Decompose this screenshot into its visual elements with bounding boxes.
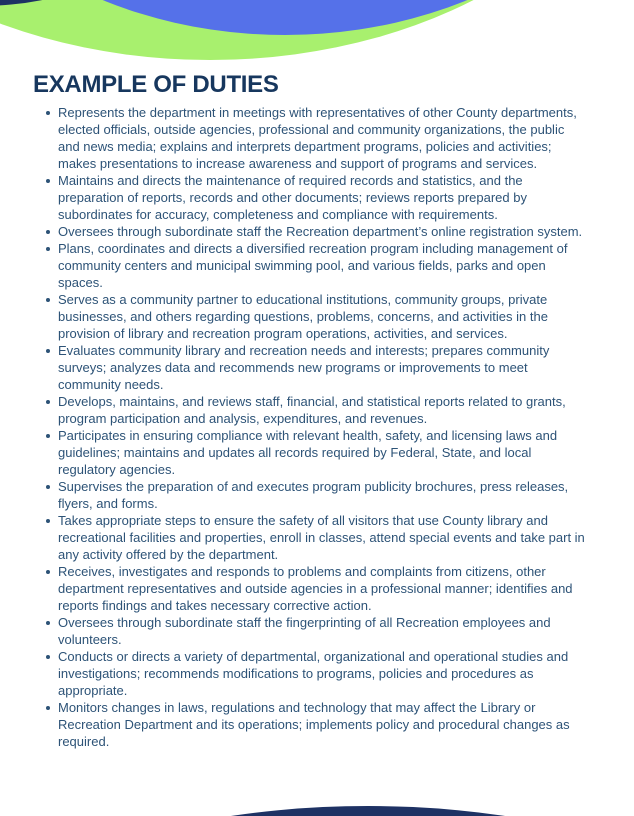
- page-title: EXAMPLE OF DUTIES: [33, 71, 279, 98]
- bottom-arc-shape: [0, 806, 634, 816]
- list-item: Represents the department in meetings with representatives of other County departments, elected officials, outside agencies, professional and community organizations, the public and news media; explains and interprets department programs, policies and activities; makes presentations to increase awareness and support of programs and services.: [33, 104, 585, 172]
- list-item: Supervises the preparation of and executes program publicity brochures, press releases, flyers, and forms.: [33, 478, 585, 512]
- list-item: Serves as a community partner to educational institutions, community groups, private businesses, and others regarding questions, problems, concerns, and activities in the provision of library and recreation program operations, activities, and services.: [33, 291, 585, 342]
- duties-list: [33, 104, 585, 750]
- bottom-decoration: [0, 800, 634, 816]
- list-item: Evaluates community library and recreation needs and interests; prepares community surveys; analyzes data and recommends new programs or improvements to meet community needs.: [33, 342, 585, 393]
- list-item: Maintains and directs the maintenance of required records and statistics, and the preparation of reports, records and other documents; reviews reports prepared by subordinates for accuracy, completeness and compliance with requirements.: [33, 172, 585, 223]
- list-item: Develops, maintains, and reviews staff, financial, and statistical reports related to grants, program participation and analysis, expenditures, and revenues.: [33, 393, 585, 427]
- list-item: Plans, coordinates and directs a diversified recreation program including management of community centers and municipal swimming pool, and various fields, parks and open spaces.: [33, 240, 585, 291]
- list-item: Receives, investigates and responds to problems and complaints from citizens, other department representatives and outside agencies in a professional manner; identifies and reports findings and takes necessary corrective action.: [33, 563, 585, 614]
- list-item: Takes appropriate steps to ensure the safety of all visitors that use County library and recreational facilities and properties, enroll in classes, attend special events and take part in any activity offered by the department.: [33, 512, 585, 563]
- list-item: Conducts or directs a variety of departmental, organizational and operational studies and investigations; recommends modifications to programs, policies and procedures as appropriate.: [33, 648, 585, 699]
- list-item: Oversees through subordinate staff the fingerprinting of all Recreation employees and volunteers.: [33, 614, 585, 648]
- list-item: Monitors changes in laws, regulations and technology that may affect the Library or Recreation Department and its operations; implements policy and procedural changes as required.: [33, 699, 585, 750]
- list-item: Participates in ensuring compliance with relevant health, safety, and licensing laws and guidelines; maintains and updates all records required by Federal, State, and local regulatory agencies.: [33, 427, 585, 478]
- list-item: Oversees through subordinate staff the Recreation department’s online registration system.: [33, 223, 585, 240]
